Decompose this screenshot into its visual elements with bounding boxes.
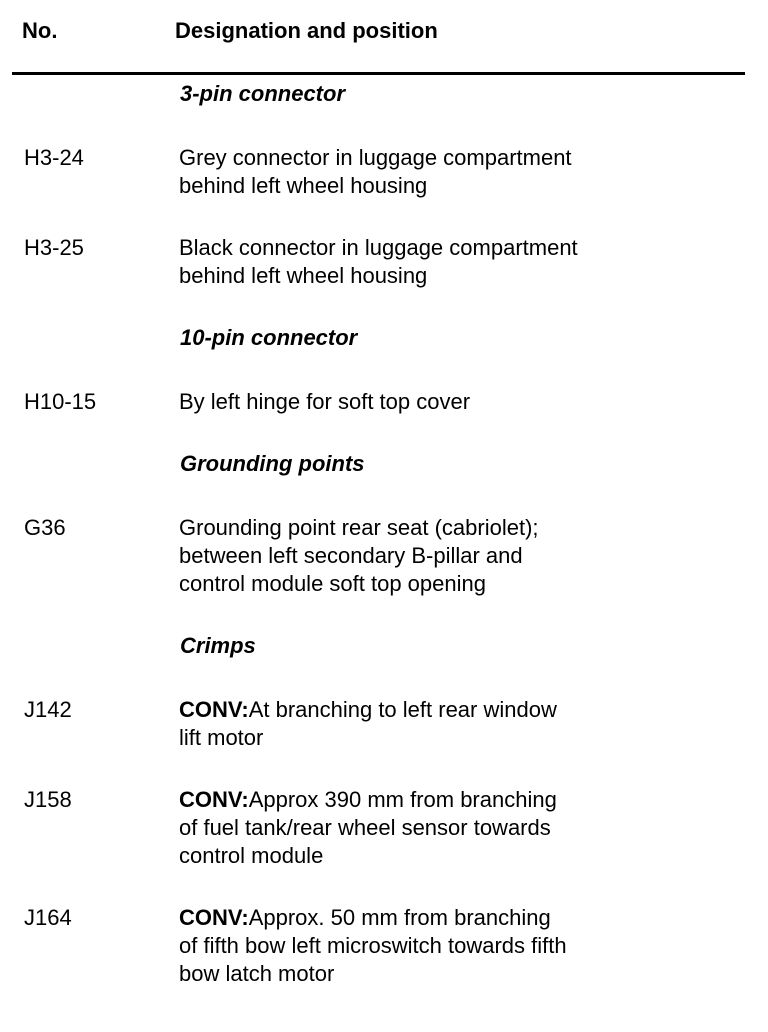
description-line: Grounding point rear seat (cabriolet); xyxy=(179,515,539,540)
section-heading: Grounding points xyxy=(180,451,365,476)
description-line: behind left wheel housing xyxy=(179,263,428,288)
row-description xyxy=(179,514,669,598)
section-heading: Crimps xyxy=(180,633,256,658)
table-header xyxy=(0,18,768,48)
description-line: By left hinge for soft top cover xyxy=(179,389,471,414)
table-row xyxy=(0,696,768,752)
table-row xyxy=(0,144,768,200)
row-number: J158 xyxy=(24,787,72,812)
description-text: Approx 390 mm from branching xyxy=(248,787,557,812)
row-description xyxy=(179,234,669,290)
description-line: control module soft top opening xyxy=(179,571,486,596)
conv-prefix: CONV: xyxy=(179,905,249,930)
description-line xyxy=(179,696,669,724)
conv-prefix: CONV: xyxy=(179,787,249,812)
table-row xyxy=(0,234,768,290)
description-line xyxy=(179,904,669,932)
description-line: bow latch motor xyxy=(179,961,335,986)
column-header-designation: Designation and position xyxy=(175,18,438,43)
table-row xyxy=(0,514,768,598)
description-text: At branching to left rear window xyxy=(248,697,557,722)
row-description xyxy=(179,786,669,870)
row-description xyxy=(179,696,669,752)
description-text: Approx. 50 mm from branching xyxy=(248,905,551,930)
row-description xyxy=(179,388,669,416)
row-description xyxy=(179,904,669,988)
conv-prefix: CONV: xyxy=(179,697,249,722)
row-description xyxy=(179,144,669,200)
row-number: H10-15 xyxy=(24,389,97,414)
description-line xyxy=(179,786,669,814)
row-number: H3-25 xyxy=(24,235,84,260)
description-line: control module xyxy=(179,843,324,868)
row-number: H3-24 xyxy=(24,145,84,170)
description-line: of fifth bow left microswitch towards fifth xyxy=(179,933,567,958)
description-line: of fuel tank/rear wheel sensor towards xyxy=(179,815,551,840)
table-row xyxy=(0,904,768,988)
description-line: between left secondary B-pillar and xyxy=(179,543,523,568)
table-row xyxy=(0,786,768,870)
header-divider xyxy=(12,72,745,75)
table-row xyxy=(0,388,768,416)
description-line: Black connector in luggage compartment xyxy=(179,235,578,260)
section-heading: 3-pin connector xyxy=(180,81,346,106)
section-heading: 10-pin connector xyxy=(180,325,358,350)
row-number: G36 xyxy=(24,515,66,540)
row-number: J142 xyxy=(24,697,72,722)
description-line: Grey connector in luggage compartment xyxy=(179,145,572,170)
description-line: behind left wheel housing xyxy=(179,173,428,198)
column-header-no: No. xyxy=(22,18,58,43)
row-number: J164 xyxy=(24,905,72,930)
table-body xyxy=(0,80,768,1022)
description-line: lift motor xyxy=(179,725,264,750)
